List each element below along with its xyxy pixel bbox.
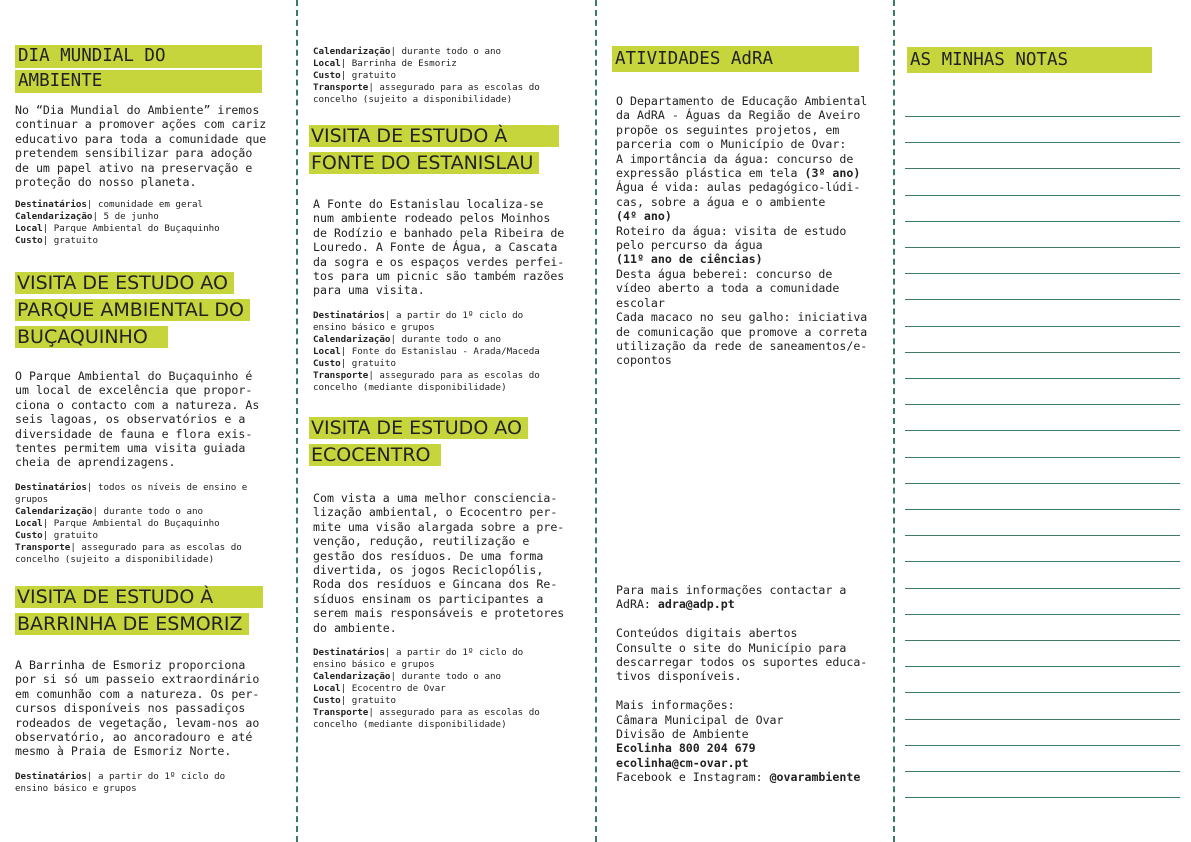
info-key: Custo xyxy=(15,529,43,541)
line-text: A importância da água: concurso de xyxy=(616,151,854,166)
text-line xyxy=(616,698,891,712)
text-line xyxy=(616,756,891,770)
panel-adra xyxy=(612,46,887,368)
text-line: rodeados de vegetação, levam-nos ao xyxy=(15,715,260,730)
panel-contactos xyxy=(616,583,891,785)
info-value: | gratuito xyxy=(340,70,396,81)
line-bold: Ecolinha 800 204 679 xyxy=(616,741,756,756)
panel-dia-mundial xyxy=(15,45,285,247)
info-row xyxy=(313,647,584,659)
contact-info xyxy=(616,583,891,785)
text-line: Roda dos resíduos e Gincana dos Re- xyxy=(313,577,558,592)
line-text: Para mais informações contactar a xyxy=(616,583,847,597)
text-line xyxy=(616,108,887,122)
text-line: continuar a promover ações com cariz xyxy=(15,117,267,132)
info-value: | Parque Ambiental do Buçaquinho xyxy=(42,223,220,235)
text-line xyxy=(616,281,887,295)
line-text: escolar xyxy=(616,295,665,310)
info-key: Custo xyxy=(313,695,341,707)
info-value: | gratuito xyxy=(42,235,98,247)
info-value: | comunidade em geral xyxy=(86,199,204,211)
line-text: utilização da rede de saneamentos/e- xyxy=(616,338,868,353)
section-title: BARRINHA DE ESMORIZ xyxy=(15,613,249,635)
info-key: Transporte xyxy=(313,707,369,719)
info-key: Local xyxy=(15,223,43,235)
text-line: educativo para toda a comunidade que xyxy=(15,131,267,146)
info-key: Custo xyxy=(15,235,43,247)
info-value: concelho (sujeito a disponibilidade) xyxy=(313,94,513,105)
text-line xyxy=(616,612,891,626)
section-title: VISITA DE ESTUDO À xyxy=(15,586,263,608)
info-value: concelho (sujeito a disponibilidade) xyxy=(15,553,215,565)
text-line xyxy=(616,641,891,655)
text-line: venção, redução, reutilização e xyxy=(313,534,530,549)
text-line: O Parque Ambiental do Buçaquinho é xyxy=(15,369,253,383)
fold-line-1 xyxy=(296,0,298,842)
info-row xyxy=(313,382,584,394)
text-line: A Barrinha de Esmoriz proporciona xyxy=(15,658,246,672)
info-row xyxy=(313,334,584,346)
text-line: No “Dia Mundial do Ambiente” iremos xyxy=(15,103,260,117)
info-value: | Fonte do Estanislau - Arada/Maceda xyxy=(340,345,540,357)
info-row xyxy=(15,235,285,247)
text-line xyxy=(616,713,891,727)
info-key: Transporte xyxy=(15,541,71,553)
section-title: BUÇAQUINHO xyxy=(15,326,168,348)
info-row xyxy=(313,70,583,82)
info-list xyxy=(15,199,285,247)
info-value: | assegurado para as escolas do xyxy=(368,369,540,381)
fold-line-3 xyxy=(893,0,895,842)
line-text: Conteúdos digitais abertos xyxy=(616,626,798,641)
info-row xyxy=(313,671,584,683)
info-key: Custo xyxy=(313,70,341,81)
info-key: Local xyxy=(313,58,341,69)
text-line xyxy=(616,353,887,367)
text-line xyxy=(616,626,891,640)
text-line xyxy=(616,195,887,209)
text-line xyxy=(616,727,891,741)
info-key: Calendarização xyxy=(313,46,391,57)
line-text: Água é vida: aulas pedagógico-lúdi- xyxy=(616,180,861,195)
line-text: expressão plástica em tela xyxy=(616,166,805,181)
info-list xyxy=(313,46,583,106)
line-text: Consulte o site do Município para xyxy=(616,640,847,655)
section-body xyxy=(309,491,584,635)
note-rule-line xyxy=(905,561,1180,562)
info-key: Local xyxy=(15,517,43,529)
text-line: de um papel ativo na preservação e xyxy=(15,160,253,175)
text-line xyxy=(616,770,891,784)
info-list xyxy=(309,310,584,394)
info-key: Destinatários xyxy=(15,199,87,211)
info-row xyxy=(313,719,584,731)
note-rule-line xyxy=(905,745,1180,746)
info-value: | a partir do 1º ciclo do xyxy=(384,309,524,321)
line-text: AdRA: xyxy=(616,597,658,612)
info-value: | durante todo o ano xyxy=(390,671,502,683)
info-row xyxy=(15,518,285,530)
text-line: pretendem sensibilizar para adoção xyxy=(15,146,253,161)
info-value: | Ecocentro de Ovar xyxy=(340,683,446,695)
text-line xyxy=(616,684,891,698)
note-rule-line xyxy=(905,352,1180,353)
section-title: VISITA DE ESTUDO AO xyxy=(309,417,528,439)
info-key: Local xyxy=(313,345,341,357)
note-rule-line xyxy=(905,326,1180,327)
section-body xyxy=(15,658,285,759)
line-text: parceria com o Município de Ovar: xyxy=(616,137,847,152)
text-line: em comunhão com a natureza. Os per- xyxy=(15,686,260,701)
info-value: | durante todo o ano xyxy=(92,505,204,517)
info-value: ensino básico e grupos xyxy=(313,659,435,671)
line-bold: (3º ano) xyxy=(804,166,861,181)
text-line xyxy=(616,238,887,252)
info-list xyxy=(309,647,584,731)
info-value: | durante todo o ano xyxy=(390,46,502,57)
text-line: de Rodízio e banhado pela Ribeira de xyxy=(313,225,565,240)
info-row xyxy=(15,223,285,235)
section-title: FONTE DO ESTANISLAU xyxy=(309,152,539,174)
note-rule-line xyxy=(905,142,1180,143)
section-body xyxy=(612,94,887,368)
note-rule-line xyxy=(905,535,1180,536)
info-value: ensino básico e grupos xyxy=(15,782,137,794)
fold-line-2 xyxy=(595,0,597,842)
text-line xyxy=(616,669,891,683)
text-line: por si só um passeio extraordinário xyxy=(15,672,260,687)
info-value: | assegurado para as escolas do xyxy=(368,82,540,93)
info-row xyxy=(313,322,584,334)
line-text: Câmara Municipal de Ovar xyxy=(616,712,784,727)
info-row xyxy=(313,310,584,322)
info-key: Transporte xyxy=(313,369,369,381)
info-row xyxy=(15,506,285,518)
info-key: Calendarização xyxy=(15,505,93,517)
info-key: Destinatários xyxy=(15,481,87,493)
info-value: | assegurado para as escolas do xyxy=(70,541,242,553)
info-row xyxy=(313,707,584,719)
line-text: da AdRA - Águas da Região de Aveiro xyxy=(616,108,861,123)
line-bold: ecolinha@cm-ovar.pt xyxy=(616,755,749,770)
panel-parque xyxy=(15,270,285,566)
info-row xyxy=(15,211,285,223)
note-rule-line xyxy=(905,221,1180,222)
section-title: ATIVIDADES AdRA xyxy=(612,46,859,72)
text-line: A Fonte do Estanislau localiza-se xyxy=(313,197,544,211)
text-line: síduos ensinam os participantes a xyxy=(313,591,544,606)
info-value: | assegurado para as escolas do xyxy=(368,707,540,719)
info-key: Calendarização xyxy=(15,211,93,223)
info-value: concelho (mediante disponibilidade) xyxy=(313,381,507,393)
info-key: Custo xyxy=(313,357,341,369)
panel-notas xyxy=(907,47,1182,73)
info-value: | gratuito xyxy=(340,695,396,707)
line-text: pelo percurso da água xyxy=(616,238,763,253)
line-text: Mais informações: xyxy=(616,698,735,713)
text-line xyxy=(616,166,887,180)
note-rule-line xyxy=(905,588,1180,589)
note-rule-line xyxy=(905,430,1180,431)
note-rule-line xyxy=(905,378,1180,379)
text-line: diversidade de fauna e flora exis- xyxy=(15,426,253,441)
line-text xyxy=(616,684,623,698)
note-rule-line xyxy=(905,614,1180,615)
note-rule-line xyxy=(905,692,1180,693)
text-line: num ambiente rodeado pelos Moinhos xyxy=(313,211,551,226)
section-title: DIA MUNDIAL DO xyxy=(15,45,262,68)
line-text: vídeo aberto a toda a comunidade xyxy=(616,281,840,296)
info-value: grupos xyxy=(15,493,49,505)
info-row xyxy=(15,482,285,494)
text-line: lização ambiental, o Ecocentro per- xyxy=(313,505,558,520)
note-rule-line xyxy=(905,116,1180,117)
text-line xyxy=(616,209,887,223)
info-row xyxy=(313,659,584,671)
text-line xyxy=(616,123,887,137)
section-title: VISITA DE ESTUDO À xyxy=(309,125,559,147)
text-line xyxy=(616,597,891,611)
note-rule-line xyxy=(905,247,1180,248)
info-list xyxy=(15,771,285,795)
note-rule-line xyxy=(905,483,1180,484)
panel-ecocentro xyxy=(309,415,584,731)
line-text: Cada macaco no seu galho: iniciativa xyxy=(616,310,868,325)
text-line: divertida, os jogos Reciclopólis, xyxy=(313,563,544,578)
section-body xyxy=(15,103,285,189)
info-row xyxy=(313,683,584,695)
note-rule-line xyxy=(905,168,1180,169)
text-line xyxy=(616,152,887,166)
text-line: Louredo. A Fonte de Água, a Cascata xyxy=(313,240,558,255)
info-key: Local xyxy=(313,683,341,695)
text-line: do ambiente. xyxy=(313,620,397,635)
text-line: mite uma visão alargada sobre a pre- xyxy=(313,519,565,534)
line-text: Facebook e Instagram: xyxy=(616,770,770,785)
text-line xyxy=(616,741,891,755)
line-bold: @ovarambiente xyxy=(769,770,861,785)
note-rule-line xyxy=(905,640,1180,641)
text-line xyxy=(616,583,891,597)
panel-fonte xyxy=(309,123,584,394)
line-text xyxy=(616,612,623,626)
note-rule-line xyxy=(905,457,1180,458)
info-value: concelho (mediante disponibilidade) xyxy=(313,719,507,731)
line-text: Divisão de Ambiente xyxy=(616,727,749,742)
info-value: | durante todo o ano xyxy=(390,333,502,345)
info-row xyxy=(15,530,285,542)
info-value: | gratuito xyxy=(42,529,98,541)
section-title: VISITA DE ESTUDO AO xyxy=(15,272,234,294)
note-rule-line xyxy=(905,299,1180,300)
panel-barrinha-cont xyxy=(313,46,583,106)
info-value: | 5 de junho xyxy=(92,211,159,223)
text-line xyxy=(616,267,887,281)
info-value: | gratuito xyxy=(340,357,396,369)
note-rule-line xyxy=(905,771,1180,772)
info-key: Destinatários xyxy=(15,770,87,782)
line-text: O Departamento de Educação Ambiental xyxy=(616,94,868,108)
line-text: cas, sobre a água e o ambiente xyxy=(616,194,826,209)
info-value: | todos os níveis de ensino e xyxy=(86,481,248,493)
text-line: observatório, ao ancoradouro e até xyxy=(15,730,253,745)
info-row xyxy=(313,370,584,382)
text-line xyxy=(616,339,887,353)
text-line: tos para um picnic são também razões xyxy=(313,269,565,284)
info-row xyxy=(313,46,583,58)
text-line xyxy=(616,94,887,108)
info-value: ensino básico e grupos xyxy=(313,321,435,333)
info-key: Calendarização xyxy=(313,333,391,345)
info-row xyxy=(313,358,584,370)
line-text: Desta água beberei: concurso de xyxy=(616,266,833,281)
text-line xyxy=(616,252,887,266)
text-line xyxy=(616,655,891,669)
info-row xyxy=(313,346,584,358)
line-text: copontos xyxy=(616,353,672,368)
note-rule-line xyxy=(905,509,1180,510)
section-title: AS MINHAS NOTAS xyxy=(907,47,1152,73)
section-body xyxy=(15,369,285,470)
text-line: cursos disponíveis nos passadiços xyxy=(15,701,246,716)
text-line xyxy=(616,180,887,194)
text-line xyxy=(616,310,887,324)
section-title: ECOCENTRO xyxy=(309,444,441,466)
text-line xyxy=(616,296,887,310)
info-value: | Barrinha de Esmoriz xyxy=(340,58,457,69)
note-rule-line xyxy=(905,273,1180,274)
text-line: ciona o contacto com a natureza. As xyxy=(15,397,260,412)
info-key: Destinatários xyxy=(313,647,385,659)
text-line: para uma visita. xyxy=(313,283,425,298)
info-row xyxy=(15,494,285,506)
text-line: proteção do nosso planeta. xyxy=(15,175,197,190)
text-line xyxy=(616,137,887,151)
section-title: PARQUE AMBIENTAL DO xyxy=(15,299,250,321)
info-value: | a partir do 1º ciclo do xyxy=(384,647,524,659)
note-rule-line xyxy=(905,719,1180,720)
line-text: Roteiro da água: visita de estudo xyxy=(616,223,847,238)
section-title: AMBIENTE xyxy=(15,70,262,93)
section-body xyxy=(309,197,584,298)
text-line: tentes permitem uma visita guiada xyxy=(15,441,246,456)
text-line: da sogra e os espaços verdes perfei- xyxy=(313,254,565,269)
info-key: Calendarização xyxy=(313,671,391,683)
info-key: Destinatários xyxy=(313,309,385,321)
line-bold: (4º ano) xyxy=(616,209,672,224)
text-line: gestão dos resíduos. De uma forma xyxy=(313,548,544,563)
line-text: de comunicação que promove a correta xyxy=(616,324,868,339)
info-row xyxy=(313,58,583,70)
text-line: serem mais responsáveis e protetores xyxy=(313,606,565,621)
line-bold: (11º ano de ciências) xyxy=(616,252,763,267)
info-row xyxy=(15,542,285,554)
info-value: | a partir do 1º ciclo do xyxy=(86,770,226,782)
text-line: seis lagoas, os observatórios e a xyxy=(15,412,246,427)
line-text: propõe os seguintes projetos, em xyxy=(616,122,840,137)
note-rule-line xyxy=(905,404,1180,405)
text-line: um local de excelência que propor- xyxy=(15,383,253,398)
text-line: cheia de aprendizagens. xyxy=(15,455,176,470)
info-row xyxy=(15,199,285,211)
text-line xyxy=(616,325,887,339)
line-bold: adra@adp.pt xyxy=(657,597,735,612)
text-line: Com vista a uma melhor consciencia- xyxy=(313,491,558,505)
info-row xyxy=(313,82,583,94)
line-text: tivos disponíveis. xyxy=(616,669,742,684)
info-list xyxy=(15,482,285,566)
text-line xyxy=(616,224,887,238)
info-row xyxy=(313,94,583,106)
note-rule-line xyxy=(905,195,1180,196)
info-row xyxy=(15,771,285,783)
info-value: | Parque Ambiental do Buçaquinho xyxy=(42,517,220,529)
info-row xyxy=(313,695,584,707)
note-rule-line xyxy=(905,797,1180,798)
panel-barrinha xyxy=(15,584,285,795)
info-row xyxy=(15,783,285,795)
text-line: mesmo à Praia de Esmoriz Norte. xyxy=(15,744,232,759)
info-key: Transporte xyxy=(313,82,369,93)
info-row xyxy=(15,554,285,566)
line-text: descarregar todos os suportes educa- xyxy=(616,655,868,670)
note-rule-line xyxy=(905,666,1180,667)
